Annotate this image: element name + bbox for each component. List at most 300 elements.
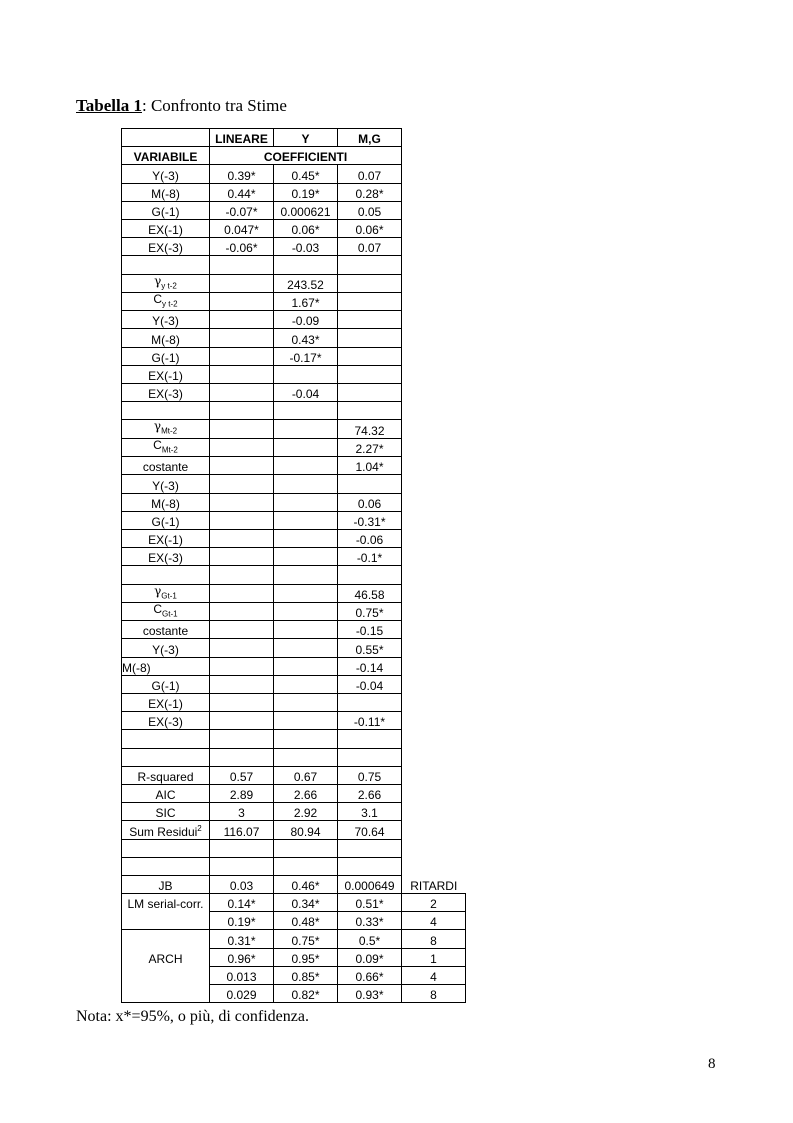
table-row xyxy=(122,875,466,893)
table-row xyxy=(122,311,466,329)
spacer-cell xyxy=(402,602,466,620)
table-row xyxy=(122,784,466,802)
lineare-value xyxy=(210,384,274,402)
variable-cell xyxy=(122,420,210,438)
lineare-value xyxy=(210,621,274,639)
header-lineare: LINEARE xyxy=(210,129,274,147)
variable-cell xyxy=(122,292,210,310)
lineare-value xyxy=(210,548,274,566)
variable-cell xyxy=(122,566,210,584)
ritardi-value: 8 xyxy=(402,985,466,1003)
spacer-cell xyxy=(402,511,466,529)
variable-cell xyxy=(122,857,210,875)
variable-label: EX(-1) xyxy=(148,533,183,548)
lineare-value: 0.047* xyxy=(210,219,274,237)
spacer-cell xyxy=(402,657,466,675)
lineare-value xyxy=(210,365,274,383)
spacer-cell xyxy=(402,201,466,219)
ritardi-value: 1 xyxy=(402,948,466,966)
mg-value: 3.1 xyxy=(338,803,402,821)
y-value xyxy=(274,420,338,438)
y-value xyxy=(274,256,338,274)
lineare-value xyxy=(210,730,274,748)
spacer-cell xyxy=(402,748,466,766)
y-value xyxy=(274,621,338,639)
variable-cell xyxy=(122,639,210,657)
lineare-value xyxy=(210,602,274,620)
spacer-cell xyxy=(402,274,466,292)
mg-value: 1.04* xyxy=(338,457,402,475)
variable-label: EX(-3) xyxy=(148,241,183,256)
spacer-cell xyxy=(402,566,466,584)
page-number: 8 xyxy=(708,1056,716,1072)
variable-cell xyxy=(122,766,210,784)
variable-cell xyxy=(122,493,210,511)
variable-label: AIC xyxy=(155,788,176,803)
y-value: -0.17* xyxy=(274,347,338,365)
header-blank xyxy=(122,129,210,147)
variable-cell xyxy=(122,384,210,402)
y-value xyxy=(274,839,338,857)
table-row xyxy=(122,274,466,292)
variable-cell xyxy=(122,675,210,693)
table-row xyxy=(122,511,466,529)
y-value: 0.85* xyxy=(274,966,338,984)
variable-subscript: Mt-2 xyxy=(161,426,178,436)
variable-cell xyxy=(122,201,210,219)
mg-value: 0.75 xyxy=(338,766,402,784)
mg-value: 0.06 xyxy=(338,493,402,511)
spacer-cell xyxy=(402,548,466,566)
variable-cell xyxy=(122,694,210,712)
variable-subscript: y t-2 xyxy=(161,280,177,290)
variable-label: JB xyxy=(158,879,173,894)
mg-value xyxy=(338,256,402,274)
spacer-cell xyxy=(402,292,466,310)
spacer-cell xyxy=(402,256,466,274)
table-row xyxy=(122,748,466,766)
variable-cell xyxy=(122,839,210,857)
y-value: 0.45* xyxy=(274,165,338,183)
lineare-value: 0.029 xyxy=(210,985,274,1003)
spacer-cell xyxy=(402,712,466,730)
mg-value: 0.55* xyxy=(338,639,402,657)
y-value: -0.04 xyxy=(274,384,338,402)
variable-label: G(-1) xyxy=(151,679,180,694)
variable-cell xyxy=(122,219,210,237)
mg-value: 0.000649 xyxy=(338,875,402,893)
lineare-value xyxy=(210,694,274,712)
variable-label: EX(-1) xyxy=(148,369,183,384)
spacer-cell xyxy=(402,584,466,602)
y-value: -0.09 xyxy=(274,311,338,329)
lineare-value xyxy=(210,857,274,875)
mg-value xyxy=(338,475,402,493)
spacer-cell xyxy=(402,147,466,165)
ritardi-header: RITARDI xyxy=(410,879,458,894)
lineare-value: 0.57 xyxy=(210,766,274,784)
variable-cell xyxy=(122,274,210,292)
mg-value: 0.28* xyxy=(338,183,402,201)
y-value xyxy=(274,511,338,529)
spacer-cell xyxy=(402,219,466,237)
variable-cell xyxy=(122,311,210,329)
mg-value xyxy=(338,347,402,365)
spacer-cell xyxy=(402,803,466,821)
spacer-cell xyxy=(402,183,466,201)
table-row xyxy=(122,894,466,912)
gamma-symbol: γ xyxy=(153,419,162,434)
variable-cell xyxy=(122,894,210,912)
y-value xyxy=(274,602,338,620)
lineare-value xyxy=(210,712,274,730)
table-row xyxy=(122,766,466,784)
table-row xyxy=(122,347,466,365)
variable-label: G(-1) xyxy=(151,204,180,219)
table-row xyxy=(122,529,466,547)
variable-cell xyxy=(122,529,210,547)
y-value: 0.95* xyxy=(274,948,338,966)
mg-value: 70.64 xyxy=(338,821,402,839)
lineare-value: 0.44* xyxy=(210,183,274,201)
y-value xyxy=(274,402,338,420)
table-row xyxy=(122,948,466,966)
variable-label: SIC xyxy=(155,806,176,821)
variable-cell xyxy=(122,256,210,274)
mg-value: 2.66 xyxy=(338,784,402,802)
lineare-value: 0.14* xyxy=(210,894,274,912)
variable-label: G(-1) xyxy=(151,350,180,365)
variable-cell xyxy=(122,438,210,456)
table-note: Nota: x*=95%, o più, di confidenza. xyxy=(76,1008,309,1025)
table-row xyxy=(122,730,466,748)
table-row xyxy=(122,602,466,620)
y-value xyxy=(274,584,338,602)
y-value: 1.67* xyxy=(274,292,338,310)
mg-value: 2.27* xyxy=(338,438,402,456)
header-variabile: VARIABILE xyxy=(122,147,210,165)
variable-cell xyxy=(122,165,210,183)
table-row xyxy=(122,420,466,438)
spacer-cell xyxy=(402,839,466,857)
variable-cell xyxy=(122,875,210,893)
table-subheader-row xyxy=(122,147,466,165)
variable-cell xyxy=(122,912,210,930)
variable-label: M(-8) xyxy=(151,332,180,347)
mg-value: -0.11* xyxy=(338,712,402,730)
y-value xyxy=(274,548,338,566)
variable-label: Y(-3) xyxy=(152,642,179,657)
variable-cell xyxy=(122,621,210,639)
mg-value: 0.09* xyxy=(338,948,402,966)
table-row xyxy=(122,912,466,930)
variable-cell xyxy=(122,730,210,748)
lineare-value: 3 xyxy=(210,803,274,821)
y-value xyxy=(274,748,338,766)
table-caption-text: : Confronto tra Stime xyxy=(141,96,287,115)
table-row xyxy=(122,457,466,475)
mg-value xyxy=(338,748,402,766)
table-row xyxy=(122,365,466,383)
y-value: 0.000621 xyxy=(274,201,338,219)
mg-value xyxy=(338,839,402,857)
ritardi-value: 8 xyxy=(402,930,466,948)
table-header-row xyxy=(122,129,466,147)
y-value: 0.75* xyxy=(274,930,338,948)
y-value xyxy=(274,730,338,748)
variable-cell xyxy=(122,930,210,948)
table-row xyxy=(122,384,466,402)
variable-label: EX(-3) xyxy=(148,551,183,566)
variable-label: M(-8) xyxy=(151,186,180,201)
lineare-value xyxy=(210,639,274,657)
mg-value: 0.07 xyxy=(338,238,402,256)
y-value: 2.92 xyxy=(274,803,338,821)
variable-label: C xyxy=(153,437,162,452)
table-row xyxy=(122,639,466,657)
table-row xyxy=(122,584,466,602)
table-row xyxy=(122,930,466,948)
spacer-cell xyxy=(402,821,466,839)
lineare-value xyxy=(210,748,274,766)
spacer-cell xyxy=(402,384,466,402)
y-value: 0.48* xyxy=(274,912,338,930)
mg-value: 0.05 xyxy=(338,201,402,219)
table-row xyxy=(122,621,466,639)
table-row xyxy=(122,493,466,511)
table-row xyxy=(122,219,466,237)
spacer-cell xyxy=(402,529,466,547)
table-row xyxy=(122,475,466,493)
lineare-value xyxy=(210,420,274,438)
spacer-cell xyxy=(402,857,466,875)
table-row xyxy=(122,985,466,1003)
lineare-value xyxy=(210,292,274,310)
variable-cell xyxy=(122,948,210,966)
variable-label: M(-8) xyxy=(151,496,180,511)
variable-label: Y(-3) xyxy=(152,314,179,329)
spacer-cell xyxy=(402,402,466,420)
table-row xyxy=(122,566,466,584)
mg-value xyxy=(338,274,402,292)
lineare-value: 0.39* xyxy=(210,165,274,183)
mg-value xyxy=(338,365,402,383)
variable-label: LM serial-corr. xyxy=(127,897,204,912)
mg-value: -0.06 xyxy=(338,529,402,547)
table-row xyxy=(122,821,466,839)
variable-cell xyxy=(122,784,210,802)
variable-cell xyxy=(122,329,210,347)
variable-label: costante xyxy=(142,624,189,639)
variable-cell xyxy=(122,457,210,475)
variable-cell xyxy=(122,748,210,766)
variable-label: M(-8) xyxy=(122,660,151,675)
y-value xyxy=(274,712,338,730)
table-row xyxy=(122,675,466,693)
lineare-value: 2.89 xyxy=(210,784,274,802)
variable-label: Y(-3) xyxy=(152,478,179,493)
lineare-value xyxy=(210,347,274,365)
spacer-cell xyxy=(402,694,466,712)
spacer-cell xyxy=(402,165,466,183)
y-value xyxy=(274,657,338,675)
lineare-value xyxy=(210,566,274,584)
header-mg: M,G xyxy=(338,129,402,147)
lineare-value xyxy=(210,839,274,857)
mg-value: 0.51* xyxy=(338,894,402,912)
variable-cell xyxy=(122,712,210,730)
variable-cell xyxy=(122,602,210,620)
spacer-cell xyxy=(402,475,466,493)
variable-cell xyxy=(122,966,210,984)
mg-value xyxy=(338,402,402,420)
table-row xyxy=(122,694,466,712)
variable-cell xyxy=(122,584,210,602)
spacer-cell xyxy=(402,457,466,475)
variable-cell xyxy=(122,238,210,256)
spacer-cell xyxy=(402,493,466,511)
lineare-value xyxy=(210,493,274,511)
y-value xyxy=(274,566,338,584)
spacer-cell xyxy=(402,639,466,657)
mg-value: 0.33* xyxy=(338,912,402,930)
gamma-symbol: γ xyxy=(154,273,162,288)
spacer-cell xyxy=(402,329,466,347)
y-value: 0.67 xyxy=(274,766,338,784)
mg-value: 0.93* xyxy=(338,985,402,1003)
y-value: 0.82* xyxy=(274,985,338,1003)
lineare-value: -0.06* xyxy=(210,238,274,256)
mg-value: -0.14 xyxy=(338,657,402,675)
variable-label: R-squared xyxy=(137,769,194,784)
y-value xyxy=(274,857,338,875)
lineare-value xyxy=(210,329,274,347)
mg-value xyxy=(338,857,402,875)
variable-cell xyxy=(122,183,210,201)
lineare-value xyxy=(210,274,274,292)
ritardi-value: 4 xyxy=(402,912,466,930)
spacer-cell xyxy=(402,766,466,784)
variable-subscript: Gt-1 xyxy=(161,590,177,600)
spacer-cell xyxy=(402,784,466,802)
y-value: 0.19* xyxy=(274,183,338,201)
table-row xyxy=(122,438,466,456)
table-row xyxy=(122,857,466,875)
table-caption xyxy=(76,96,287,116)
table-row xyxy=(122,183,466,201)
mg-value: -0.04 xyxy=(338,675,402,693)
y-value: 243.52 xyxy=(274,274,338,292)
spacer-cell xyxy=(402,365,466,383)
mg-value xyxy=(338,384,402,402)
y-value: 2.66 xyxy=(274,784,338,802)
y-value xyxy=(274,529,338,547)
variable-cell xyxy=(122,985,210,1003)
table-row xyxy=(122,402,466,420)
estimates-table xyxy=(121,128,466,1003)
variable-label: EX(-3) xyxy=(148,387,183,402)
variable-label: C xyxy=(153,291,163,306)
variable-subscript: Gt-1 xyxy=(162,609,178,619)
y-value: 0.46* xyxy=(274,875,338,893)
lineare-value xyxy=(210,311,274,329)
variable-superscript: 2 xyxy=(197,823,202,833)
table-row xyxy=(122,839,466,857)
spacer-cell xyxy=(402,238,466,256)
variable-cell xyxy=(122,347,210,365)
lineare-value: -0.07* xyxy=(210,201,274,219)
variable-label: Y(-3) xyxy=(152,168,179,183)
ritardi-value: 4 xyxy=(402,966,466,984)
y-value xyxy=(274,438,338,456)
variable-cell xyxy=(122,365,210,383)
lineare-value xyxy=(210,475,274,493)
mg-value: 0.07 xyxy=(338,165,402,183)
variable-cell xyxy=(122,657,210,675)
table-row xyxy=(122,165,466,183)
y-value: 0.34* xyxy=(274,894,338,912)
variable-cell xyxy=(122,821,210,839)
variable-subscript: y t-2 xyxy=(162,299,178,309)
lineare-value: 0.03 xyxy=(210,875,274,893)
mg-value xyxy=(338,329,402,347)
variable-label: G(-1) xyxy=(151,514,180,529)
variable-label: EX(-3) xyxy=(148,715,183,730)
lineare-value xyxy=(210,256,274,274)
mg-value: 0.75* xyxy=(338,602,402,620)
table-row xyxy=(122,256,466,274)
variable-label: ARCH xyxy=(148,951,183,966)
header-y: Y xyxy=(274,129,338,147)
mg-value xyxy=(338,566,402,584)
mg-value: -0.15 xyxy=(338,621,402,639)
mg-value xyxy=(338,730,402,748)
ritardi-value: 2 xyxy=(402,894,466,912)
mg-value: 74.32 xyxy=(338,420,402,438)
y-value xyxy=(274,475,338,493)
mg-value xyxy=(338,292,402,310)
y-value xyxy=(274,675,338,693)
lineare-value xyxy=(210,438,274,456)
lineare-value xyxy=(210,584,274,602)
spacer-cell xyxy=(402,311,466,329)
lineare-value xyxy=(210,675,274,693)
y-value xyxy=(274,365,338,383)
table-row xyxy=(122,548,466,566)
variable-label: costante xyxy=(142,460,189,475)
lineare-value: 0.19* xyxy=(210,912,274,930)
variable-cell xyxy=(122,511,210,529)
mg-value xyxy=(338,694,402,712)
table-row xyxy=(122,238,466,256)
lineare-value: 0.31* xyxy=(210,930,274,948)
variable-cell xyxy=(122,803,210,821)
y-value xyxy=(274,457,338,475)
table-row xyxy=(122,292,466,310)
y-value: -0.03 xyxy=(274,238,338,256)
lineare-value: 0.013 xyxy=(210,966,274,984)
variable-label: EX(-1) xyxy=(148,223,183,238)
lineare-value xyxy=(210,457,274,475)
gamma-symbol: γ xyxy=(154,583,162,598)
spacer-cell xyxy=(402,621,466,639)
y-value: 0.06* xyxy=(274,219,338,237)
lineare-value xyxy=(210,511,274,529)
spacer-cell xyxy=(402,730,466,748)
lineare-value: 0.96* xyxy=(210,948,274,966)
table-row xyxy=(122,712,466,730)
mg-value: -0.1* xyxy=(338,548,402,566)
